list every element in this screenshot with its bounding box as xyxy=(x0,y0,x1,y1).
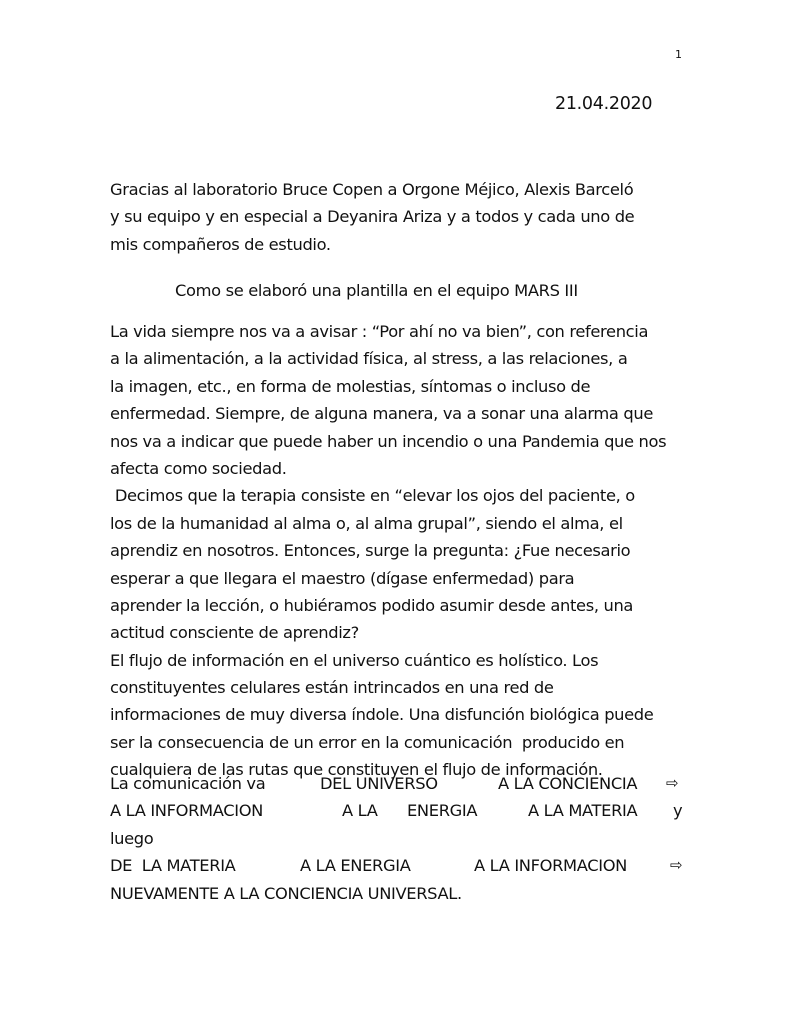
text-line: constituyentes celulares están intrincados en una red de xyxy=(110,678,554,698)
text-line: a la alimentación, a la actividad física, al stress, a las relaciones, a xyxy=(110,349,628,369)
text-line: enfermedad. Siempre, de alguna manera, va a sonar una alarma que xyxy=(110,404,653,424)
text-line: ser la consecuencia de un error en la comunicación producido en xyxy=(110,732,625,752)
flow-line-2 xyxy=(110,797,690,824)
text-line: afecta como sociedad. xyxy=(110,458,287,478)
flow-step: A LA INFORMACION xyxy=(110,801,264,821)
outlined-right-arrow-icon: ⇨ xyxy=(670,856,683,875)
flow-step: A LA xyxy=(342,801,378,821)
flow-line-3 xyxy=(110,825,690,852)
flow-step: A LA MATERIA xyxy=(528,801,638,821)
section-subtitle: Como se elaboró una plantilla en el equipo MARS III xyxy=(175,281,578,300)
flow-step: A LA ENERGIA xyxy=(300,856,411,876)
text-line: aprendiz en nosotros. Entonces, surge la pregunta: ¿Fue necesario xyxy=(110,541,631,561)
flow-step: A LA INFORMACION xyxy=(474,856,628,876)
flow-intro: La comunicación va xyxy=(110,774,266,793)
flow-step: A LA CONCIENCIA xyxy=(498,774,638,793)
text-line: esperar a que llegara el maestro (dígase enfermedad) para xyxy=(110,568,575,588)
flow-connector: y xyxy=(673,801,683,821)
flow-line-1 xyxy=(110,770,690,797)
text-line: Decimos que la terapia consiste en “elevar los ojos del paciente, o xyxy=(110,486,635,506)
flow-line-4 xyxy=(110,852,690,879)
flow-step: DEL UNIVERSO xyxy=(320,774,438,793)
flow-conclusion: NUEVAMENTE A LA CONCIENCIA UNIVERSAL. xyxy=(110,883,462,903)
acknowledgements xyxy=(110,176,690,258)
communication-flow xyxy=(110,770,690,907)
text-line: aprender la lección, o hubiéramos podido asumir desde antes, una xyxy=(110,595,634,615)
flow-step: ENERGIA xyxy=(407,801,478,821)
body-paragraphs xyxy=(110,318,690,784)
text-line: La vida siempre nos va a avisar : “Por ahí no va bien”, con referencia xyxy=(110,322,649,341)
text-line: cualquiera de las rutas que constituyen el flujo de información. xyxy=(110,760,603,780)
page-number: 1 xyxy=(675,48,682,61)
flow-connector: luego xyxy=(110,828,154,848)
flow-line-5 xyxy=(110,880,690,907)
text-line: la imagen, etc., en forma de molestias, síntomas o incluso de xyxy=(110,376,591,396)
text-line: nos va a indicar que puede haber un incendio o una Pandemia que nos xyxy=(110,431,667,451)
document-date: 21.04.2020 xyxy=(555,94,653,114)
text-line: los de la humanidad al alma o, al alma grupal”, siendo el alma, el xyxy=(110,513,623,533)
flow-step: DE LA MATERIA xyxy=(110,856,236,876)
outlined-right-arrow-icon: ⇨ xyxy=(666,774,679,792)
text-line: actitud consciente de aprendiz? xyxy=(110,623,359,643)
text-line: El flujo de información en el universo cuántico es holístico. Los xyxy=(110,650,599,670)
text-line: informaciones de muy diversa índole. Una disfunción biológica puede xyxy=(110,705,654,725)
text-line: y su equipo y en especial a Deyanira Ariza y a todos y cada uno de xyxy=(110,207,635,227)
text-line: mis compañeros de estudio. xyxy=(110,234,331,254)
text-line: Gracias al laboratorio Bruce Copen a Orgone Méjico, Alexis Barceló xyxy=(110,180,634,199)
